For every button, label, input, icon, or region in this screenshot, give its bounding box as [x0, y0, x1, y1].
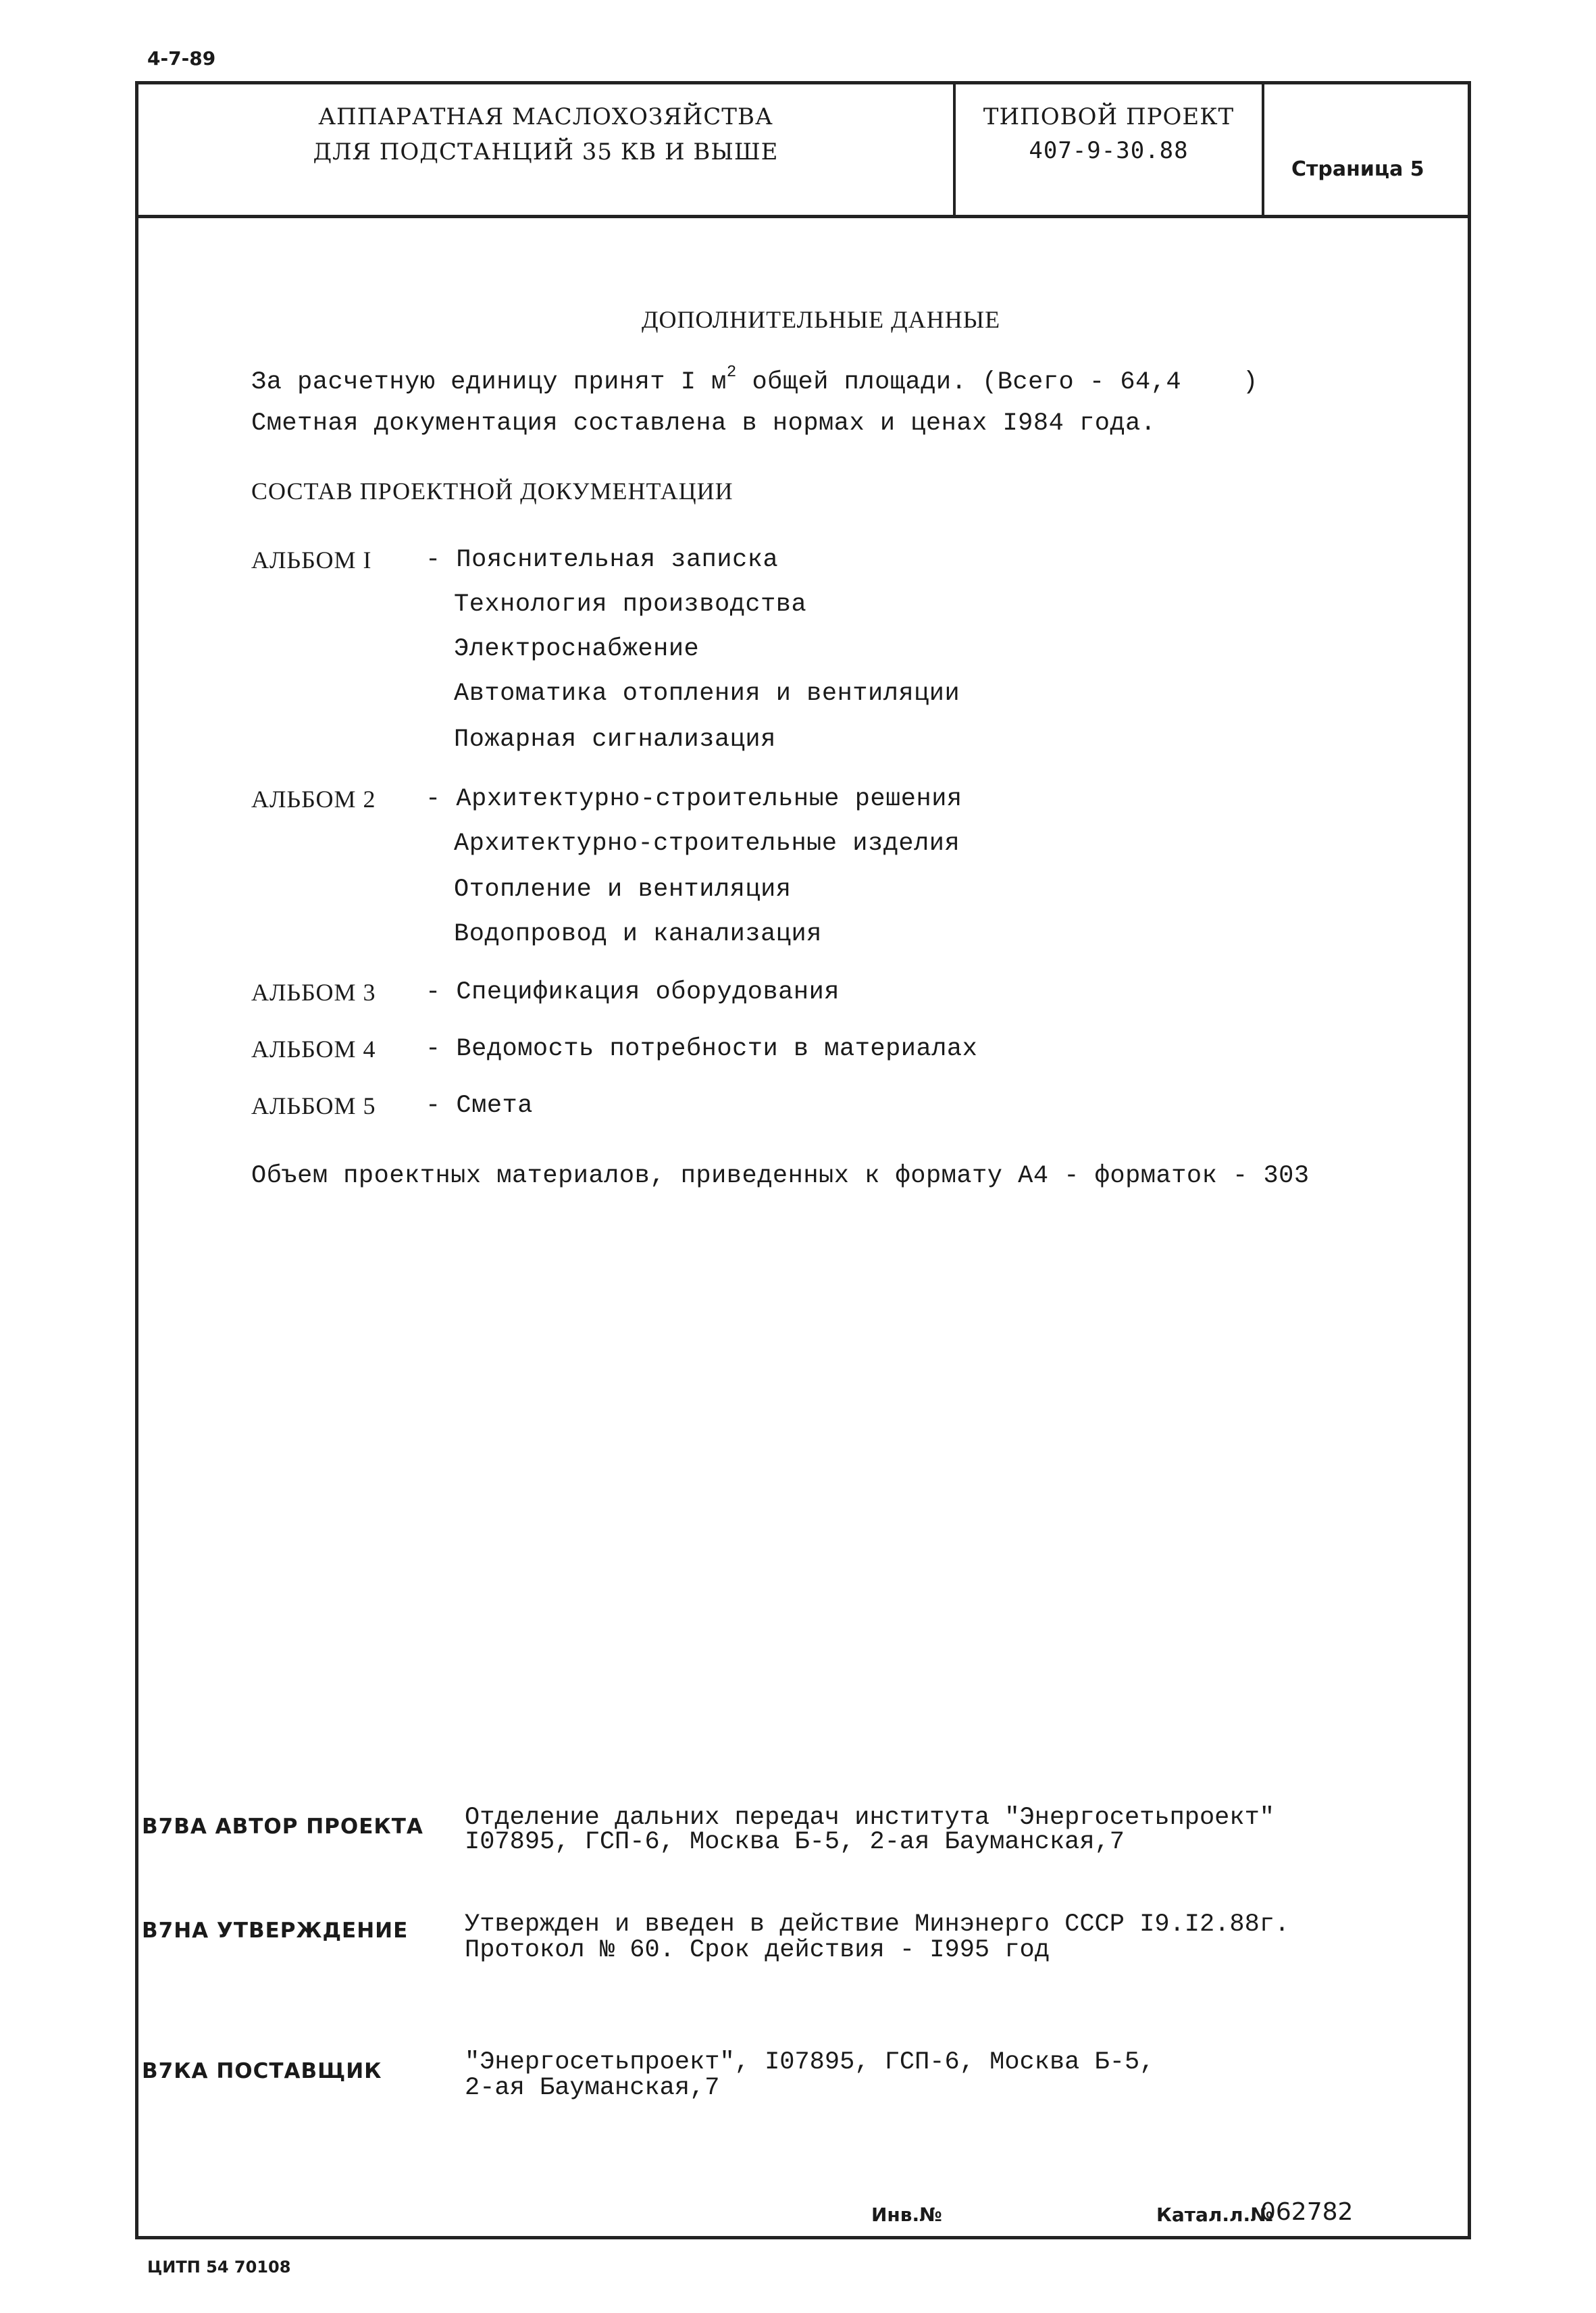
album-2-item: Отопление и вентиляция [454, 875, 792, 904]
document-title-line1: АППАРАТНАЯ МАСЛОХОЗЯЙСТВА [318, 103, 773, 130]
album-2-item: Архитектурно-строительные изделия [454, 830, 960, 858]
album-2-item: - Архитектурно-строительные решения [426, 785, 962, 813]
album-1-item: Технология производства [454, 590, 807, 619]
album-2-item: Водопровод и канализация [454, 920, 822, 948]
supplier-label: В7КА ПОСТАВЩИК [142, 2059, 382, 2083]
album-1-item: Электроснабжение [454, 635, 700, 663]
author-line: I07895, ГСП-6, Москва Б-5, 2-ая Бауманская,7 [465, 1828, 1125, 1856]
title-block-name-cell [138, 84, 956, 215]
approval-label: В7НА УТВЕРЖДЕНИЕ [142, 1918, 409, 1943]
document-title-line2: ДЛЯ ПОДСТАНЦИЙ 35 КВ И ВЫШЕ [313, 138, 779, 166]
estimate-line: Сметная документация составлена в нормах и ценах I984 года. [251, 409, 1156, 438]
section-title: ДОПОЛНИТЕЛЬНЫЕ ДАННЫЕ [642, 306, 1001, 333]
title-block-project-cell [956, 84, 1264, 215]
approval-line: Утвержден и введен в действие Минэнерго СССР I9.I2.88г. [465, 1910, 1290, 1939]
title-block-page-cell [1264, 84, 1468, 215]
project-label: ТИПОВОЙ ПРОЕКТ [983, 103, 1235, 130]
catalog-number-label: Катал.л.№ [1156, 2204, 1273, 2226]
composition-title: СОСТАВ ПРОЕКТНОЙ ДОКУМЕНТАЦИИ [251, 478, 733, 505]
supplier-line: 2-ая Бауманская,7 [465, 2074, 720, 2102]
author-label: В7ВА АВТОР ПРОЕКТА [142, 1814, 423, 1839]
album-3-item: - Спецификация оборудования [426, 978, 840, 1007]
corner-code: 4-7-89 [147, 47, 216, 70]
album-5-name: АЛЬБОМ 5 [251, 1092, 376, 1119]
album-1-item: - Пояснительная записка [426, 546, 779, 574]
title-block [138, 84, 1468, 218]
approval-line: Протокол № 60. Срок действия - I995 год [465, 1936, 1050, 1964]
project-number: 407-9-30.88 [1029, 137, 1189, 164]
page-number: Страница 5 [1291, 157, 1424, 181]
supplier-line: "Энергосетьпроект", I07895, ГСП-6, Москва Б-5, [465, 2048, 1155, 2077]
album-5-item: - Смета [426, 1092, 533, 1120]
inventory-number-label: Инв.№ [871, 2204, 942, 2226]
album-1-item: Пожарная сигнализация [454, 726, 776, 754]
printer-code: ЦИТП 54 70108 [147, 2258, 291, 2277]
album-1-name: АЛЬБОМ I [251, 547, 372, 574]
calc-unit-prefix: За расчетную единицу принят I м [251, 368, 727, 397]
album-3-name: АЛЬБОМ 3 [251, 979, 376, 1006]
catalog-number: 062782 [1260, 2198, 1354, 2226]
author-line: Отделение дальних передач института "Энергосетьпроект" [465, 1804, 1275, 1832]
calc-unit-suffix: общей площади. (Всего - 64,4 ) [752, 368, 1258, 397]
album-4-name: АЛЬБОМ 4 [251, 1036, 376, 1063]
album-2-name: АЛЬБОМ 2 [251, 786, 376, 813]
calc-unit-line [251, 363, 1258, 397]
album-4-item: - Ведомость потребности в материалах [426, 1035, 978, 1063]
album-1-item: Автоматика отопления и вентиляции [454, 680, 960, 708]
volume-line: Объем проектных материалов, приведенных к формату А4 - форматок - 303 [251, 1162, 1310, 1190]
calc-unit-superscript: 2 [726, 363, 737, 382]
